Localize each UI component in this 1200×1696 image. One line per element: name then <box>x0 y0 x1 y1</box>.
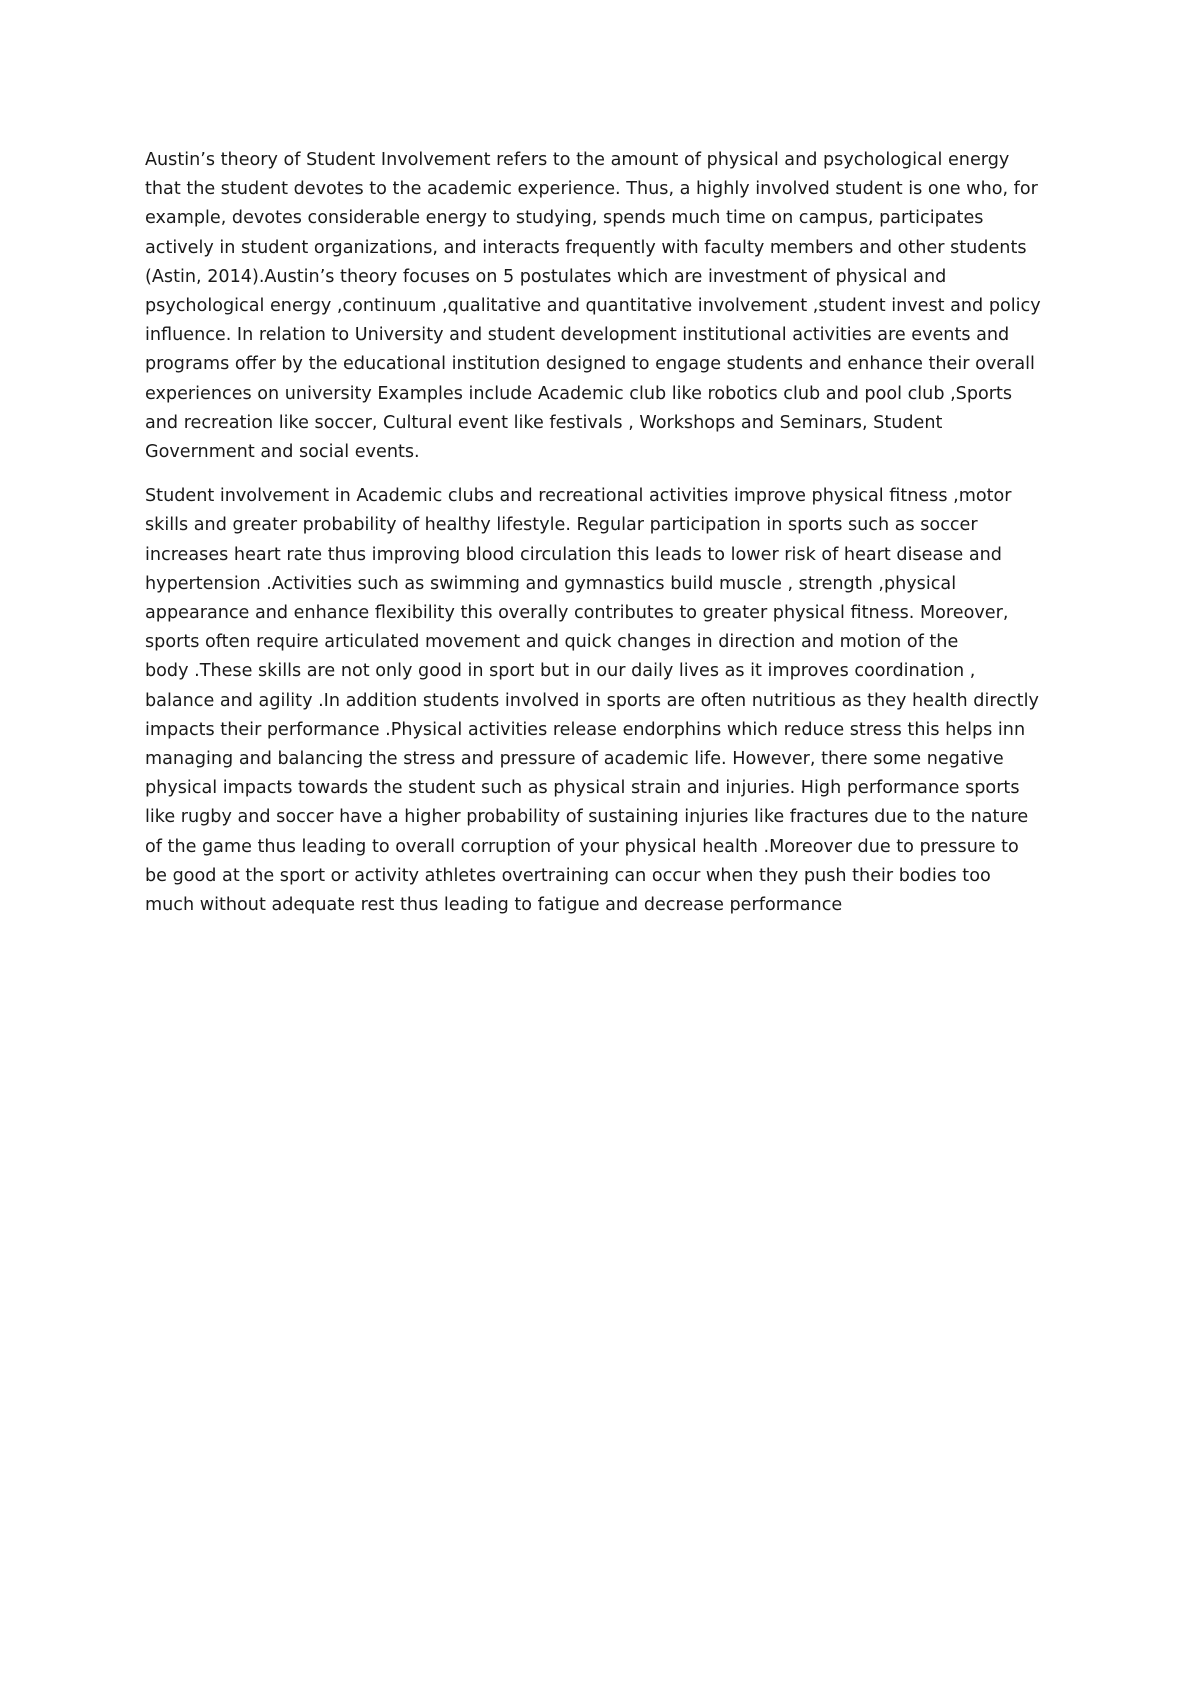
text-line: of the game thus leading to overall corruption of your physical health .Moreover due to pressure to <box>145 836 1019 857</box>
text-line: influence. In relation to University and student development institutional activities are events and <box>145 325 1010 346</box>
text-line: like rugby and soccer have a higher probability of sustaining injuries like fractures due to the nature <box>145 807 1029 828</box>
text-line: much without adequate rest thus leading to fatigue and decrease performance <box>145 895 843 916</box>
text-line: that the student devotes to the academic experience. Thus, a highly involved student is one who, for <box>145 179 1038 200</box>
text-line: Government and social events. <box>145 442 420 463</box>
text-line: appearance and enhance flexibility this overally contributes to greater physical fitness. Moreover, <box>145 603 1009 624</box>
text-line: skills and greater probability of healthy lifestyle. Regular participation in sports such as soccer <box>145 515 978 536</box>
text-line: and recreation like soccer, Cultural event like festivals , Workshops and Seminars, Student <box>145 412 943 433</box>
text-line: Austin’s theory of Student Involvement refers to the amount of physical and psychological energy <box>145 150 1010 170</box>
text-line: increases heart rate thus improving blood circulation this leads to lower risk of heart disease and <box>145 544 1002 565</box>
text-line: be good at the sport or activity athletes overtraining can occur when they push their bodies too <box>145 865 991 886</box>
text-line: managing and balancing the stress and pressure of academic life. However, there some negative <box>145 749 1004 770</box>
text-line: impacts their performance .Physical activities release endorphins which reduce stress this helps inn <box>145 719 1026 740</box>
paragraph-physical-impacts <box>145 482 1065 920</box>
text-line: physical impacts towards the student such as physical strain and injuries. High performance sports <box>145 778 1020 799</box>
text-line: sports often require articulated movement and quick changes in direction and motion of the <box>145 632 959 653</box>
text-line: (Astin, 2014).Austin’s theory focuses on 5 postulates which are investment of physical and <box>145 266 947 287</box>
paragraph-astin-theory <box>145 146 1065 467</box>
text-line: psychological energy ,continuum ,qualitative and quantitative involvement ,student invest and policy <box>145 296 1041 317</box>
text-line: balance and agility .In addition students involved in sports are often nutritious as they health directly <box>145 690 1039 711</box>
text-line: example, devotes considerable energy to studying, spends much time on campus, participates <box>145 208 984 229</box>
document-body <box>145 146 1065 935</box>
text-line: experiences on university Examples include Academic club like robotics club and pool club ,Sports <box>145 383 1013 404</box>
text-line: hypertension .Activities such as swimming and gymnastics build muscle , strength ,physical <box>145 573 957 594</box>
text-line: actively in student organizations, and interacts frequently with faculty members and other students <box>145 237 1027 258</box>
text-line: programs offer by the educational institution designed to engage students and enhance their overall <box>145 354 1035 375</box>
text-line: body .These skills are not only good in sport but in our daily lives as it improves coordination , <box>145 661 976 682</box>
text-line: Student involvement in Academic clubs and recreational activities improve physical fitness ,motor <box>145 486 1012 507</box>
